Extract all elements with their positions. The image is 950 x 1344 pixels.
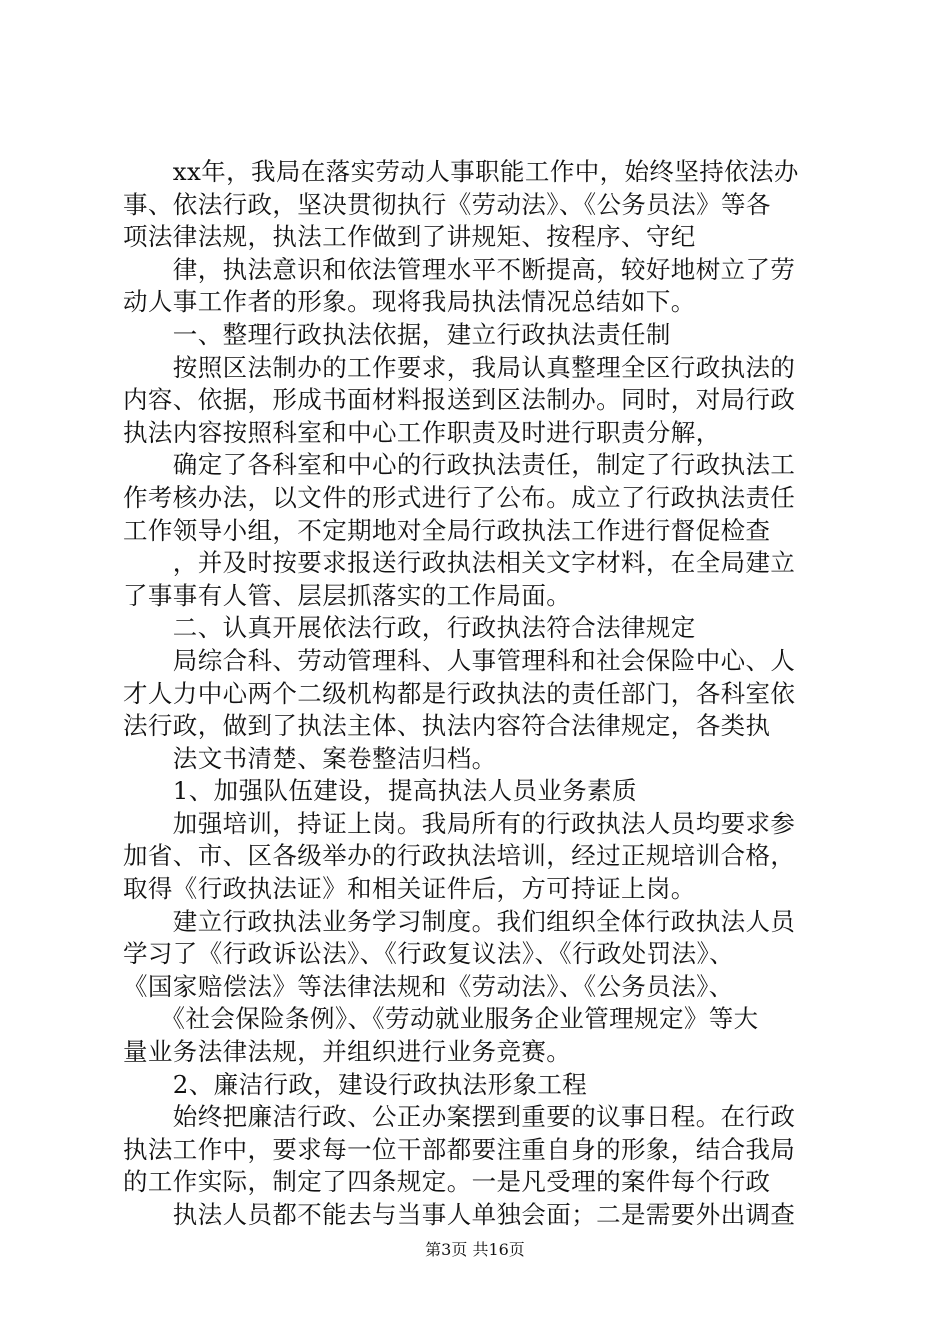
text-line: ，并及时按要求报送行政执法相关文字材料，在全局建立 xyxy=(123,548,796,578)
text-line: 始终把廉洁行政、公正办案摆到重要的议事日程。在行政 xyxy=(123,1102,796,1132)
text-line: 内容、依据，形成书面材料报送到区法制办。同时，对局行政 xyxy=(123,385,796,415)
text-line: 取得《行政执法证》和相关证件后，方可持证上岗。 xyxy=(123,874,696,904)
text-line: 法文书清楚、案卷整洁归档。 xyxy=(123,743,497,773)
text-line: 作考核办法，以文件的形式进行了公布。成立了行政执法责任 xyxy=(123,482,796,512)
text-line: 项法律法规，执法工作做到了讲规矩、按程序、守纪 xyxy=(123,222,696,252)
text-line: 学习了《行政诉讼法》、《行政复议法》、《行政处罚法》、 xyxy=(123,939,735,969)
subsection-heading: 2、廉洁行政，建设行政执法形象工程 xyxy=(123,1069,588,1099)
body-text xyxy=(123,156,843,1232)
text-line: 量业务法律法规，并组织进行业务竞赛。 xyxy=(123,1037,572,1067)
text-line: 了事事有人管、层层抓落实的工作局面。 xyxy=(123,580,572,610)
section-heading: 二、认真开展依法行政，行政执法符合法律规定 xyxy=(123,613,696,643)
text-line: 律，执法意识和依法管理水平不断提高，较好地树立了劳 xyxy=(123,254,796,284)
text-line: 事、依法行政，坚决贯彻执行《劳动法》、《公务员法》等各 xyxy=(123,189,771,219)
text-line: 《社会保险条例》、《劳动就业服务企业管理规定》等大 xyxy=(123,1004,759,1034)
text-line: 执法内容按照科室和中心工作职责及时进行职责分解， xyxy=(123,417,721,447)
text-line: 才人力中心两个二级机构都是行政执法的责任部门，各科室依 xyxy=(123,678,796,708)
subsection-heading: 1、加强队伍建设，提高执法人员业务素质 xyxy=(123,776,637,806)
text-line: 的工作实际，制定了四条规定。一是凡受理的案件每个行政 xyxy=(123,1167,771,1197)
page-number-footer: 第3页 共16页 xyxy=(425,1240,525,1259)
text-line: xx年，我局在落实劳动人事职能工作中，始终坚持依法办 xyxy=(123,157,799,186)
text-line: 法行政，做到了执法主体、执法内容符合法律规定，各类执 xyxy=(123,711,771,741)
text-line: 加强培训，持证上岗。我局所有的行政执法人员均要求参 xyxy=(123,808,796,838)
text-line: 《国家赔偿法》等法律法规和《劳动法》、《公务员法》、 xyxy=(123,971,734,1001)
text-line: 建立行政执法业务学习制度。我们组织全体行政执法人员 xyxy=(123,906,796,936)
text-line: 执法工作中，要求每一位干部都要注重自身的形象，结合我局 xyxy=(123,1134,796,1164)
text-line: 加省、市、区各级举办的行政执法培训，经过正规培训合格， xyxy=(123,841,796,871)
text-line: 局综合科、劳动管理科、人事管理科和社会保险中心、人 xyxy=(123,645,796,675)
text-line: 执法人员都不能去与当事人单独会面；二是需要外出调查 xyxy=(123,1200,796,1229)
text-line: 确定了各科室和中心的行政执法责任，制定了行政执法工 xyxy=(123,450,796,480)
text-line: 动人事工作者的形象。现将我局执法情况总结如下。 xyxy=(123,287,696,317)
text-line: 工作领导小组，不定期地对全局行政执法工作进行督促检查 xyxy=(123,515,771,545)
section-heading: 一、整理行政执法依据，建立行政执法责任制 xyxy=(123,319,671,349)
text-line: 按照区法制办的工作要求，我局认真整理全区行政执法的 xyxy=(123,352,796,382)
